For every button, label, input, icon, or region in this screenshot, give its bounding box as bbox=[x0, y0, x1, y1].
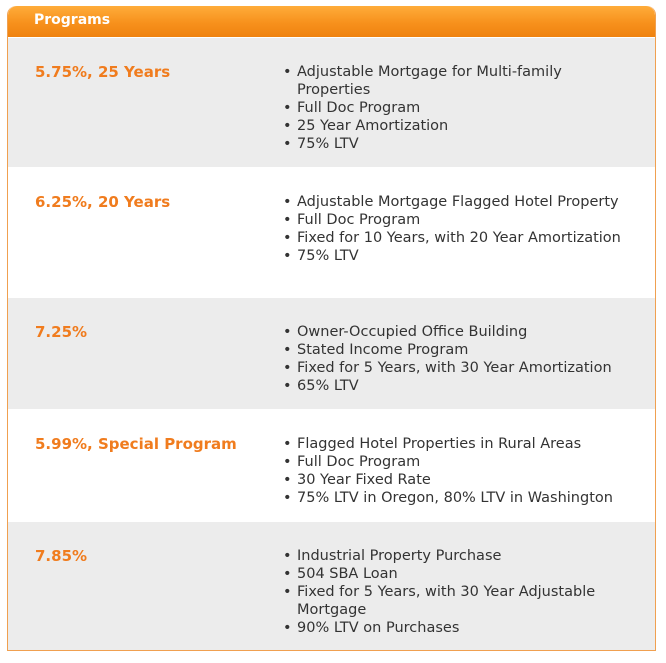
program-row bbox=[8, 297, 655, 409]
feature-item: • 30 Year Fixed Rate bbox=[297, 471, 637, 489]
feature-item: • 90% LTV on Purchases bbox=[297, 619, 637, 637]
program-rate: 5.75%, 25 Years bbox=[35, 63, 171, 81]
program-features bbox=[276, 547, 637, 637]
feature-item: • Adjustable Mortgage for Multi-family Properties bbox=[297, 63, 637, 99]
program-row bbox=[8, 37, 655, 167]
feature-item: • 504 SBA Loan bbox=[297, 565, 637, 583]
feature-item: • Adjustable Mortgage Flagged Hotel Property bbox=[297, 193, 637, 211]
programs-list bbox=[8, 37, 655, 651]
program-row bbox=[8, 167, 655, 297]
program-features bbox=[276, 435, 637, 507]
program-rate: 6.25%, 20 Years bbox=[35, 193, 171, 211]
feature-item: • 75% LTV bbox=[297, 135, 637, 153]
panel-header bbox=[8, 6, 655, 37]
program-features bbox=[276, 323, 637, 395]
feature-item: • Industrial Property Purchase bbox=[297, 547, 637, 565]
program-row bbox=[8, 409, 655, 521]
feature-item: • Stated Income Program bbox=[297, 341, 637, 359]
feature-item: • Flagged Hotel Properties in Rural Areas bbox=[297, 435, 637, 453]
feature-item: • Fixed for 5 Years, with 30 Year Adjustable Mortgage bbox=[297, 583, 637, 619]
feature-item: • Full Doc Program bbox=[297, 99, 637, 117]
feature-item: • Full Doc Program bbox=[297, 453, 637, 471]
feature-item: • 25 Year Amortization bbox=[297, 117, 637, 135]
program-rate: 5.99%, Special Program bbox=[35, 435, 237, 453]
program-rate: 7.25% bbox=[35, 323, 88, 341]
feature-item: • Fixed for 5 Years, with 30 Year Amortization bbox=[297, 359, 637, 377]
feature-item: • Owner-Occupied Office Building bbox=[297, 323, 637, 341]
programs-panel bbox=[7, 6, 656, 651]
panel-title: Programs bbox=[34, 12, 111, 28]
program-rate: 7.85% bbox=[35, 547, 88, 565]
program-features bbox=[276, 63, 637, 153]
program-features bbox=[276, 193, 637, 265]
feature-item: • 75% LTV in Oregon, 80% LTV in Washington bbox=[297, 489, 637, 507]
program-row bbox=[8, 521, 655, 651]
feature-item: • 65% LTV bbox=[297, 377, 637, 395]
feature-item: • 75% LTV bbox=[297, 247, 637, 265]
feature-item: • Fixed for 10 Years, with 20 Year Amortization bbox=[297, 229, 637, 247]
feature-item: • Full Doc Program bbox=[297, 211, 637, 229]
